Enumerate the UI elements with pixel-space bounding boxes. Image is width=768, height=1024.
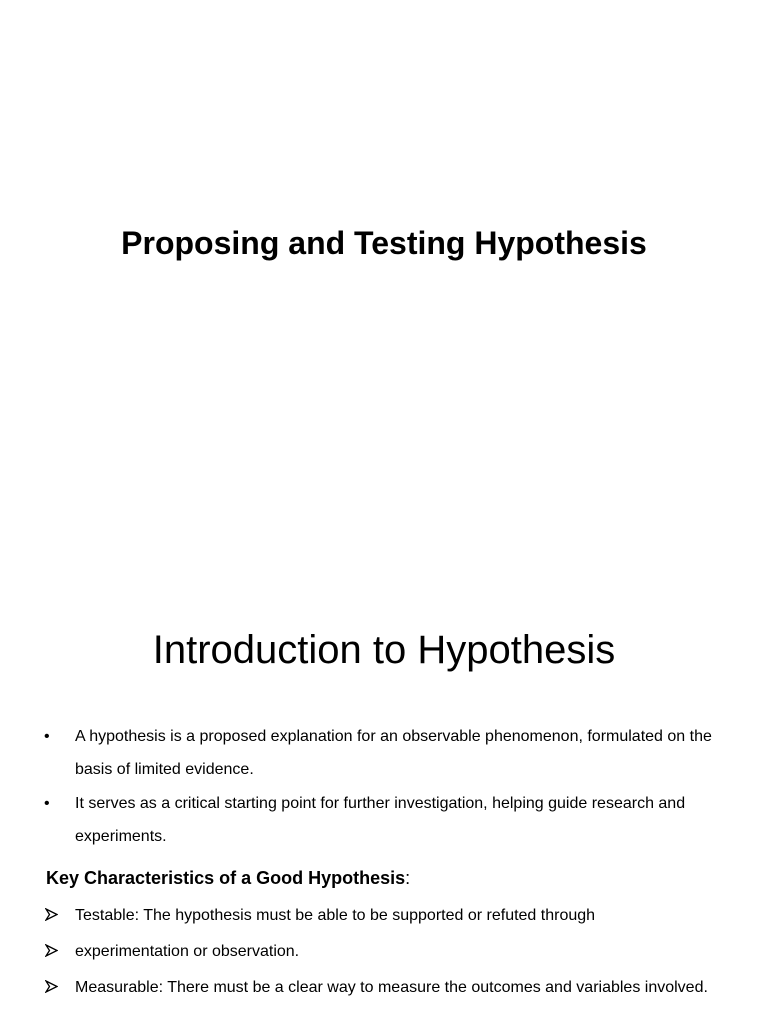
arrow-bullet-icon: [45, 935, 61, 968]
key-characteristics-heading: [46, 863, 410, 893]
section-title: Introduction to Hypothesis: [152, 628, 616, 672]
arrow-bullet-icon: [45, 899, 61, 932]
bullet-dot-icon: •: [44, 728, 50, 745]
characteristic-text: experimentation or observation.: [75, 943, 300, 960]
slide-title: Proposing and Testing Hypothesis: [121, 225, 647, 261]
intro-bullet-list: [0, 720, 768, 854]
list-item: [0, 720, 768, 786]
arrow-bullet-icon: [45, 971, 61, 1004]
bullet-dot-icon: •: [44, 795, 50, 812]
key-heading-bold-text: Key Characteristics of a Good Hypothesis: [46, 868, 406, 888]
key-heading-colon: :: [405, 868, 411, 888]
characteristic-text: Measurable: There must be a clear way to measure the outcomes and variables involved.: [75, 979, 708, 996]
list-item: [0, 935, 768, 968]
bullet-text: It serves as a critical starting point for further investigation, helping guide research and experiments.: [75, 795, 686, 845]
list-item: [0, 899, 768, 932]
characteristics-list: [0, 899, 768, 1007]
list-item: [0, 787, 768, 853]
bullet-text: A hypothesis is a proposed explanation for an observable phenomenon, formulated on the basis of limited evidence.: [75, 728, 712, 778]
characteristic-text: Testable: The hypothesis must be able to be supported or refuted through: [75, 907, 596, 924]
list-item: [0, 971, 768, 1004]
